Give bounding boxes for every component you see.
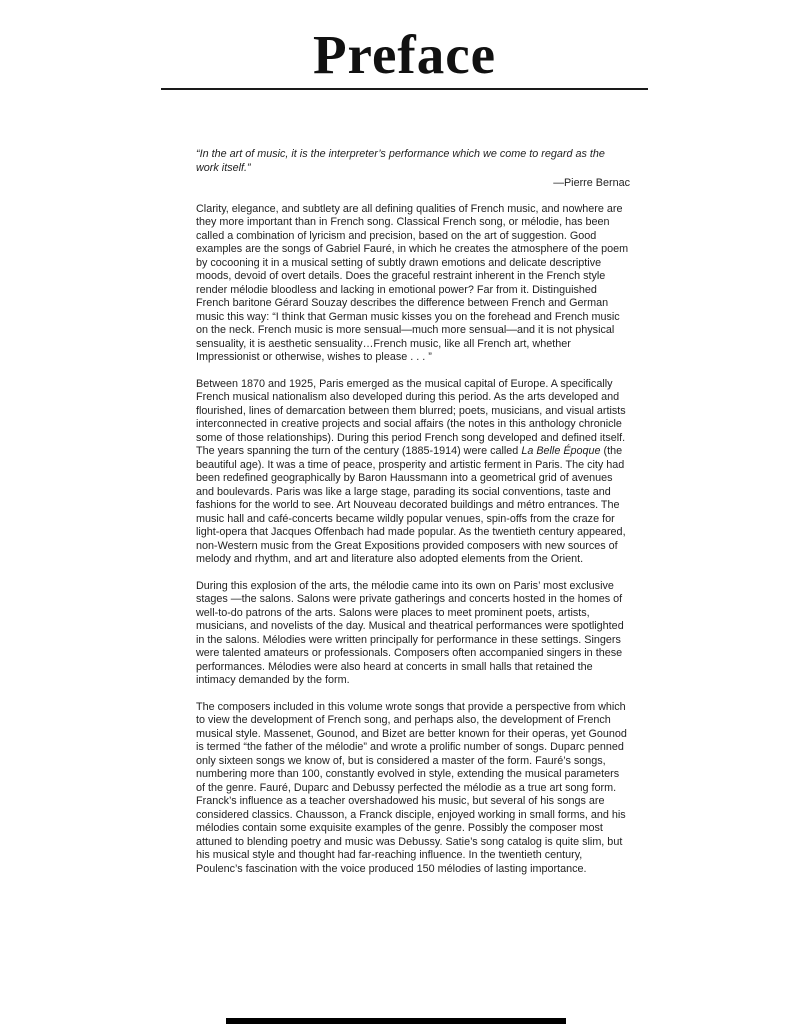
paragraphs [196,203,630,877]
epigraph-attribution: —Pierre Bernac [553,177,630,189]
paragraph [196,580,630,688]
text-segment: (the beautiful age). It was a time of peace, prosperity and artistic ferment in Paris. The city had been redefined geographically by Baron Haussmann into a geometrical grid of avenues and boulevards. Paris was like a large stage, parading its social conventions, taste and fashions for the world to see. Art Nouveau decorated buildings and métro entrances. The music hall and café-concerts became wildly popular venues, spin-offs from the craze for light-opera that Jacques Offenbach had made popular. As the twentieth century appeared, non-Western music from the Great Expositions provided composers with new sources of melody and rhythm, and art and literature also adopted elements from the Orient. [196,445,626,565]
title-rule-divider [161,88,648,90]
text-segment: During this explosion of the arts, the mélodie came into its own on Paris’ most exclusive stages —the salons. Salons were private gatherings and concerts hosted in the homes of well-to-do patrons of the arts. Salons were places to meet prominent poets, artists, musicians, and novelists of the day. Musical and theatrical performances were spotlighted in the salons. Mélodies were written principally for performance in these settings. Singers were talented amateurs or professionals. Composers often accompanied singers in these performances. Mélodies were also heard at concerts in small halls that retained the intimacy demanded by the form. [196,579,624,686]
text-segment: The composers included in this volume wrote songs that provide a perspective from which to view the development of French song, and perhaps also, the development of French musical style. Massenet, Gounod, and Bizet are better known for their operas, yet Gounod is termed “the father of the mélodie” and wrote a prolific number of songs. Duparc penned only sixteen songs we know of, but is considered a master of the form. Fauré’s songs, numbering more than 100, constantly evolved in style, extending the musical parameters of the genre. Fauré, Duparc and Debussy perfected the mélodie as a true art song form. Franck’s influence as a teacher overshadowed his music, but several of his songs are considered classics. Chausson, a Franck disciple, enjoyed working in small forms, and his mélodies contain some exquisite examples of the genre. Possibly the composer most attuned to blending poetry and music was Debussy. Satie’s song catalog is quite slim, but his musical style and thought had far-reaching influence. In the twentieth century, Poulenc’s fascination with the voice produced 150 mélodies of lasting importance. [196,700,627,875]
paragraph [196,203,630,365]
text-segment: Clarity, elegance, and subtlety are all defining qualities of French music, and nowhere are they more important than in French song. Classical French song, or mélodie, has been called a combination of lyricism and precision, based on the art of suggestion. Good examples are the songs of Gabriel Fauré, in which he creates the atmosphere of the poem by cocooning it in a musical setting of subtly drawn emotions and delicate descriptive moods, devoid of overt details. Does the graceful restraint inherent in the French style render mélodie bloodless and lacking in emotional power? Far from it. Distinguished French baritone Gérard Souzay describes the difference between French and German music this way: “I think that German music kisses you on the forehead and French music on the neck. French music is more sensual—much more sensual—and it is not physical sensuality, it is aesthetic sensuality…French music, like all French art, whether Impressionist or otherwise, wishes to please . . . ” [196,202,629,363]
page-content [196,148,630,889]
italic-text-segment: La Belle Époque [521,445,601,457]
page-title: Preface [312,24,497,85]
paragraph [196,701,630,877]
scan-edge-bar [226,1018,566,1024]
paragraph [196,378,630,567]
text-segment: Between 1870 and 1925, Paris emerged as the musical capital of Europe. A specifically French musical nationalism also developed during this period. As the arts developed and flourished, lines of demarcation between them blurred; poets, musicians, and visual artists interconnected in creative projects and social affairs (the notes in this anthology chronicle some of those relationships). During this period French song developed and defined itself. The years spanning the turn of the century (1885-1914) were called [196,377,626,457]
epigraph-quote: “In the art of music, it is the interpreter’s performance which we come to regard as the work itself.” [196,148,605,174]
